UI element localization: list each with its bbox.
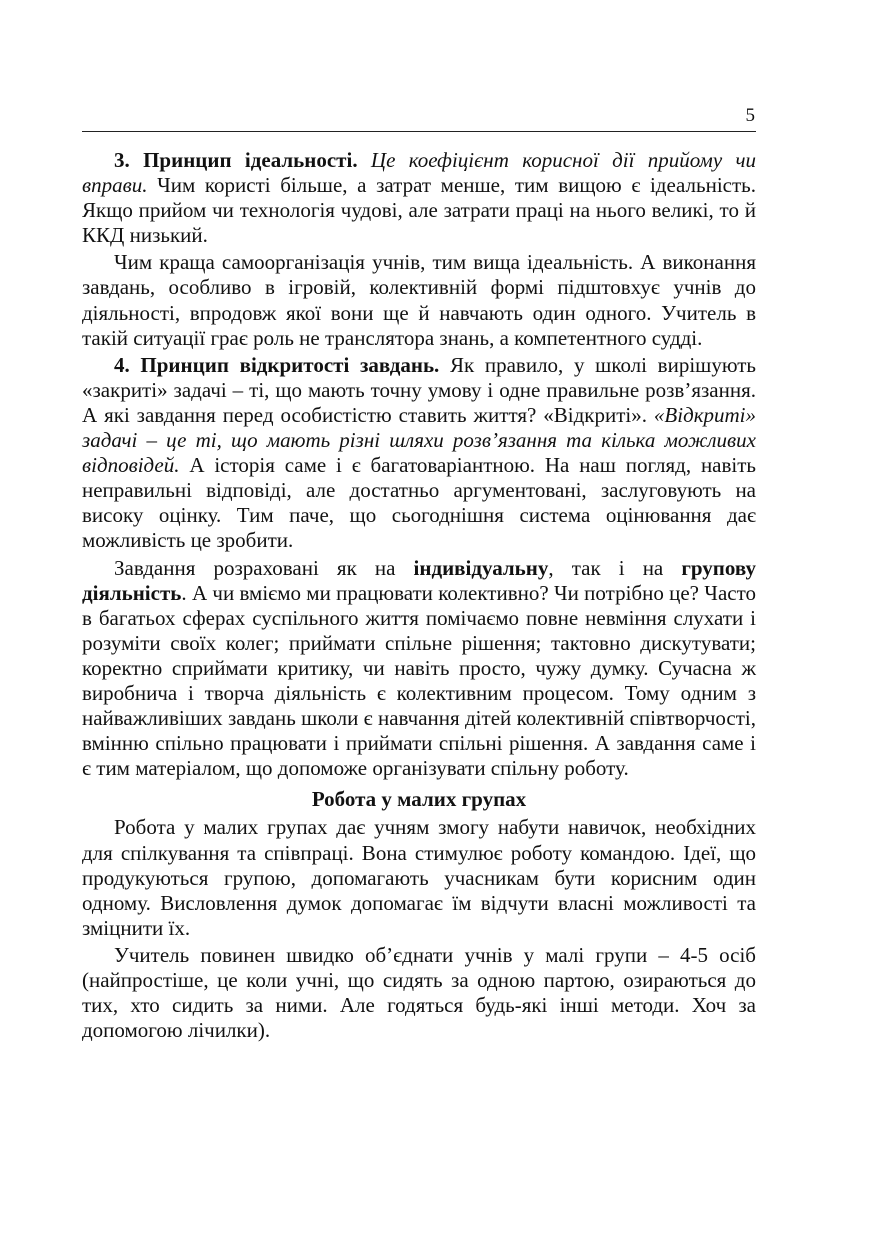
paragraph-text: Учитель повинен швидко об’єднати учнів у малі групи – 4-5 осіб (найпростіше, це коли учні, що сидять за одною партою, озираються до тих, хто сидить за ними. Але годяться будь-які інші методи. Хоч за допомогою лічилки). bbox=[82, 942, 756, 1043]
paragraph-text: Робота у малих групах дає учням змогу набути навичок, необхідних для спілкування та співпраці. Вона стимулює роботу командою. Ідеї, що продукуються групою, допомагають учасникам бути корисним один одному. Висловлення думок допомагає їм відчути власні можливості та зміцнити їх. bbox=[82, 815, 756, 940]
emphasis-individual: індивідуальну bbox=[413, 555, 549, 580]
paragraph-text: Завдання розраховані як на bbox=[114, 555, 396, 580]
principle-4-definition: «Відкриті» задачі – це ті, що мають різні шляхи розв’язання та кілька можливих відповідей. bbox=[82, 402, 757, 478]
paragraph-self-organization bbox=[82, 250, 756, 350]
section-heading: Робота у малих групах bbox=[311, 787, 527, 812]
paragraph-principle-openness bbox=[82, 353, 756, 554]
paragraph-text: Чим користі більше, а затрат менше, тим вищою є ідеальність. Якщо прийом чи технологія чудові, але затрати праці на нього великі, то й ККД низький. bbox=[82, 173, 757, 248]
paragraph-text: , так і на bbox=[548, 555, 664, 580]
principle-3-heading: 3. Принцип ідеальності. bbox=[114, 148, 358, 172]
body-text bbox=[82, 148, 756, 1043]
paragraph-teacher-groups bbox=[82, 943, 756, 1043]
paragraph-text: . А чи вміємо ми працювати колективно? Чи потрібно це? Часто в багатьох сферах суспільного життя помічаємо повне невміння слухати і розуміти своїх колег; приймати спільне рішення; тактовно дискутувати; коректно сприймати критику, чи навіть просто, чужу думку. Сучасна ж виробнича і творча діяльність є колективним процесом. Тому одним з найважливіших завдань школи є навчання дітей колективній співтворчості, вмінню спільно працювати і приймати спільні рішення. А завдання саме і є тим матеріалом, що допоможе організувати спільну роботу. bbox=[82, 580, 756, 781]
header-rule bbox=[82, 131, 756, 132]
principle-3-definition: Це коефіцієнт корисної дії прийому чи вправи. bbox=[82, 148, 756, 198]
paragraph-group-activity bbox=[82, 556, 756, 782]
paragraph-text: А історія саме і є багатоваріантною. На наш погляд, навіть неправильні відповіді, але достатньо аргументовані, заслуговують на високу оцінку. Тим паче, що сьогоднішня система оцінювання дає можливість це зробити. bbox=[82, 453, 757, 553]
emphasis-group-activity: групову діяльність bbox=[82, 555, 756, 605]
paragraph-principle-ideality bbox=[82, 148, 756, 248]
paragraph-text: Як правило, у школі вирішують «закриті» задачі – ті, що мають точну умову і одне правильне розв’язання. А які завдання перед особистістю ставить життя? «Відкриті». bbox=[82, 352, 756, 427]
paragraph-small-groups bbox=[82, 815, 756, 940]
paragraph-text: Чим краща самоорганізація учнів, тим вища ідеальність. А виконання завдань, особливо в ігровій, колективній формі підштовхує учнів до діяльності, впродовж якої вони ще й навчають один одного. Учитель в такій ситуації грає роль не транслятора знань, а компетентного судді. bbox=[82, 250, 756, 350]
principle-4-heading: 4. Принцип відкритості завдань. bbox=[114, 352, 440, 377]
page-number: 5 bbox=[745, 105, 755, 126]
page bbox=[82, 104, 756, 1045]
